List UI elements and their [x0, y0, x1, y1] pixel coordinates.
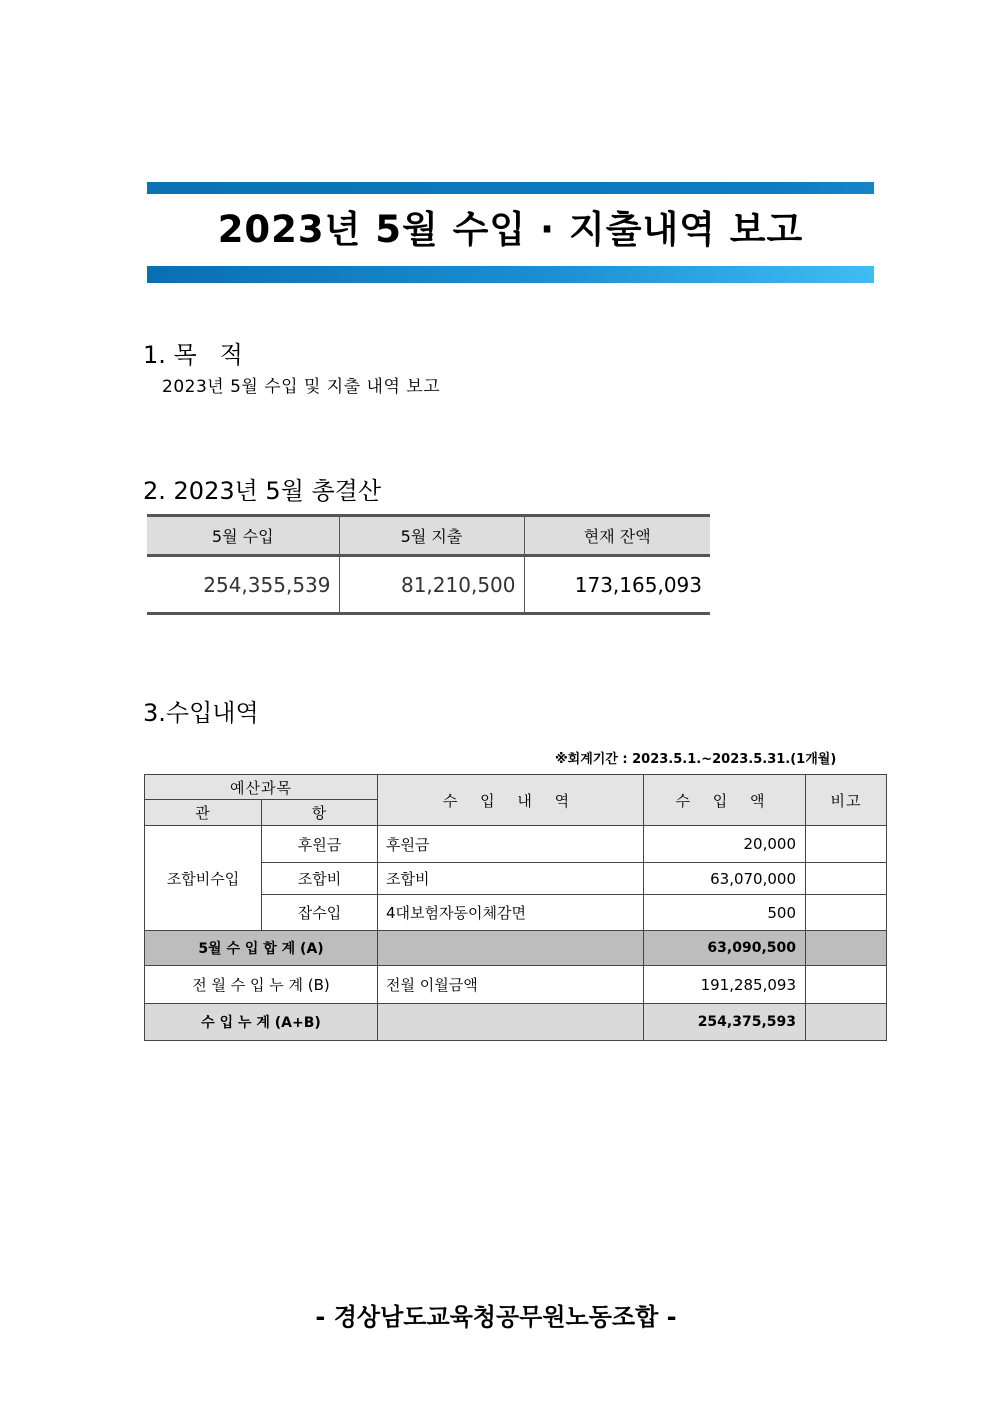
cumulative-total-detail — [378, 1004, 644, 1041]
summary-table — [147, 514, 710, 615]
previous-cumulative-row — [145, 966, 887, 1004]
amount-cell: 500 — [644, 895, 806, 931]
organization-footer: - 경상남도교육청공무원노동조합 - — [315, 1303, 677, 1331]
hang-cell: 조합비 — [262, 863, 378, 895]
detail-cell: 후원금 — [378, 826, 644, 863]
note-cell — [806, 863, 887, 895]
detail-cell: 조합비 — [378, 863, 644, 895]
section3-heading: 3.수입내역 — [143, 699, 259, 727]
summary-header-balance: 현재 잔액 — [524, 516, 710, 556]
header-note: 비고 — [806, 775, 887, 826]
header-details: 수 입 내 역 — [378, 775, 644, 826]
header-amount: 수 입 액 — [644, 775, 806, 826]
accounting-period-note: ※회계기간 : 2023.5.1.~2023.5.31.(1개월) — [555, 752, 837, 767]
monthly-sum-detail — [378, 931, 644, 966]
summary-header-income: 5월 수입 — [147, 516, 339, 556]
title-bottom-bar — [147, 266, 874, 283]
header-budget-subject: 예산과목 — [145, 775, 378, 800]
purpose-text: 2023년 5월 수입 및 지출 내역 보고 — [162, 377, 441, 397]
income-table — [144, 774, 887, 1041]
monthly-sum-amount: 63,090,500 — [644, 931, 806, 966]
cumulative-total-note — [806, 1004, 887, 1041]
hang-cell: 후원금 — [262, 826, 378, 863]
previous-cumulative-amount: 191,285,093 — [644, 966, 806, 1004]
header-gwan: 관 — [145, 800, 262, 826]
page-title: 2023년 5월 수입 · 지출내역 보고 — [217, 208, 804, 251]
amount-cell: 63,070,000 — [644, 863, 806, 895]
monthly-sum-row — [145, 931, 887, 966]
summary-expense-value: 81,210,500 — [339, 556, 524, 614]
note-cell — [806, 895, 887, 931]
section2-heading: 2. 2023년 5월 총결산 — [143, 477, 382, 505]
amount-cell: 20,000 — [644, 826, 806, 863]
summary-income-value: 254,355,539 — [147, 556, 339, 614]
detail-cell: 4대보험자동이체감면 — [378, 895, 644, 931]
monthly-sum-note — [806, 931, 887, 966]
cumulative-total-label: 수 입 누 계 (A+B) — [145, 1004, 378, 1041]
monthly-sum-label: 5월 수 입 합 계 (A) — [145, 931, 378, 966]
cumulative-total-amount: 254,375,593 — [644, 1004, 806, 1041]
category-cell: 조합비수입 — [145, 826, 262, 931]
title-top-bar — [147, 182, 874, 194]
previous-cumulative-label: 전 월 수 입 누 계 (B) — [145, 966, 378, 1004]
summary-header-expense: 5월 지출 — [339, 516, 524, 556]
table-row — [145, 826, 887, 863]
hang-cell: 잡수입 — [262, 895, 378, 931]
previous-cumulative-detail: 전월 이월금액 — [378, 966, 644, 1004]
note-cell — [806, 826, 887, 863]
summary-header-row — [147, 516, 710, 556]
section1-heading: 1. 목 적 — [143, 341, 243, 369]
header-hang: 항 — [262, 800, 378, 826]
income-header-row-1 — [145, 775, 887, 800]
previous-cumulative-note — [806, 966, 887, 1004]
summary-balance-value: 173,165,093 — [524, 556, 710, 614]
summary-value-row — [147, 556, 710, 614]
cumulative-total-row — [145, 1004, 887, 1041]
